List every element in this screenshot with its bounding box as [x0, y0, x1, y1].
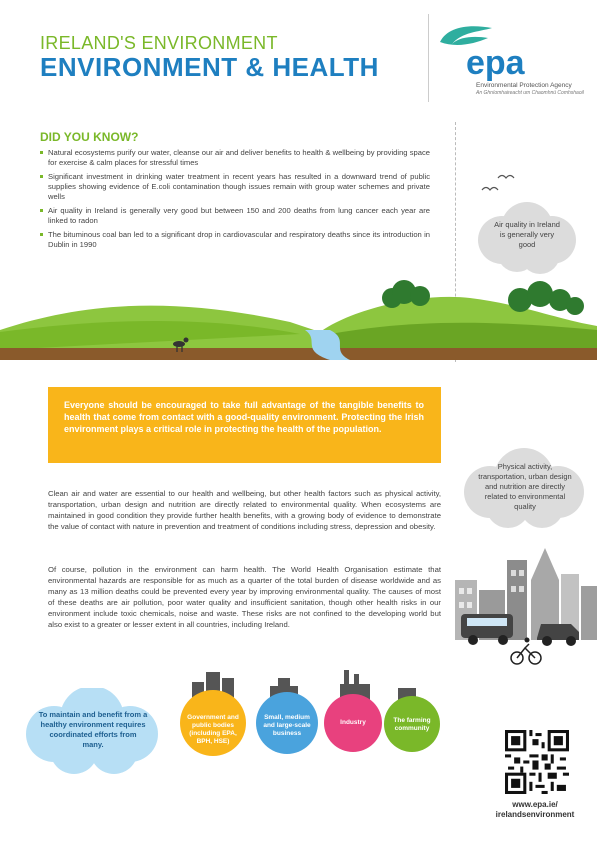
stakeholder-label: Small, medium and large-scale business [263, 714, 311, 737]
key-message-callout [48, 387, 441, 463]
url-line: irelandsenvironment [495, 810, 575, 819]
body-paragraph: Of course, pollution in the environment can harm health. The World Health Organisation estimate that environmental hazards are responsible for as much as a quarter of the total burden of disease worldwide and as many as 13 million deaths could be prevented every year by improving environmental quality. The causes of most of these deaths are air pollution, poor water quality and insufficient sanitation, though other health risks in our environment include toxic chemicals, noise and waste. These risks are not confined to the developing world but also exist to a greater or lesser extent in all countries, including Ireland. [48, 565, 441, 629]
logo-subtitle: Environmental Protection Agency [476, 82, 572, 89]
logo-wordmark: epa [466, 44, 525, 82]
header-divider [428, 14, 429, 102]
city-illustration [455, 540, 597, 670]
cloud-text: Physical activity, transportation, urban design and nutrition are directly related to environmental quality [478, 462, 572, 511]
page-title: ENVIRONMENT & HEALTH [40, 52, 379, 82]
cloud-air-quality [472, 200, 582, 276]
list-item: Natural ecosystems purify our water, cleanse our air and deliver benefits to health & wellbeing by providing space for exercise & calm places for stressful times [40, 148, 430, 168]
list-item: Air quality in Ireland is generally very good but between 150 and 200 deaths from lung cancer each year are linked to radon [40, 206, 430, 226]
logo-subtitle-irish: An Ghníomhaireacht um Chaomhnú Comhshaoil [476, 90, 584, 96]
list-item: The bituminous coal ban led to a significant drop in cardiovascular and respiratory deaths since its introduction in Dublin in 1990 [40, 230, 430, 250]
stakeholder-label: Government and public bodies (including EPA, BPH, HSE) [187, 714, 239, 745]
body-paragraph: Clean air and water are essential to our health and wellbeing, but other health factors such as physical activity, transportation, urban design and nutrition are directly related to environmental quality. When ecosystems are maintained in good condition they provide further health benefits, with a growing body of evidence to demonstrate the value of contact with nature in prevention and treatment of conditions including stress, depression and obesity. [48, 489, 441, 531]
cloud-text: To maintain and benefit from a healthy environment requires coordinated efforts from many. [38, 710, 148, 749]
did-you-know-heading: DID YOU KNOW? [40, 130, 139, 144]
page-kicker: IRELAND'S ENVIRONMENT [40, 33, 278, 53]
website-url[interactable] [480, 800, 590, 820]
birds-icon [478, 172, 518, 194]
callout-text: Everyone should be encouraged to take full advantage of the tangible benefits to health that come from contact with a good-quality environment. Protecting the Irish environment plays a critical role in protecting the health of the population. [64, 400, 424, 434]
landscape-illustration [0, 270, 597, 370]
cloud-physical-activity [458, 448, 592, 530]
stakeholder-label: Industry [340, 719, 366, 726]
stakeholder-industry [324, 694, 382, 752]
did-you-know-list [40, 148, 430, 254]
stakeholder-government [180, 690, 246, 756]
epa-logo[interactable] [438, 22, 584, 102]
stakeholder-label: The farming community [393, 717, 431, 732]
cloud-text: Air quality in Ireland is generally very good [494, 220, 560, 249]
list-item: Significant investment in drinking water treatment in recent years has resulted in a downward trend of public supplies showing evidence of E.coli contamination though issues remain with group water schemes and private wells [40, 172, 430, 202]
stakeholder-business [256, 692, 318, 754]
cloud-coordinated-efforts [18, 688, 168, 774]
url-line: www.epa.ie/ [512, 800, 558, 809]
stakeholder-farming [384, 696, 440, 752]
qr-code[interactable] [505, 730, 569, 794]
